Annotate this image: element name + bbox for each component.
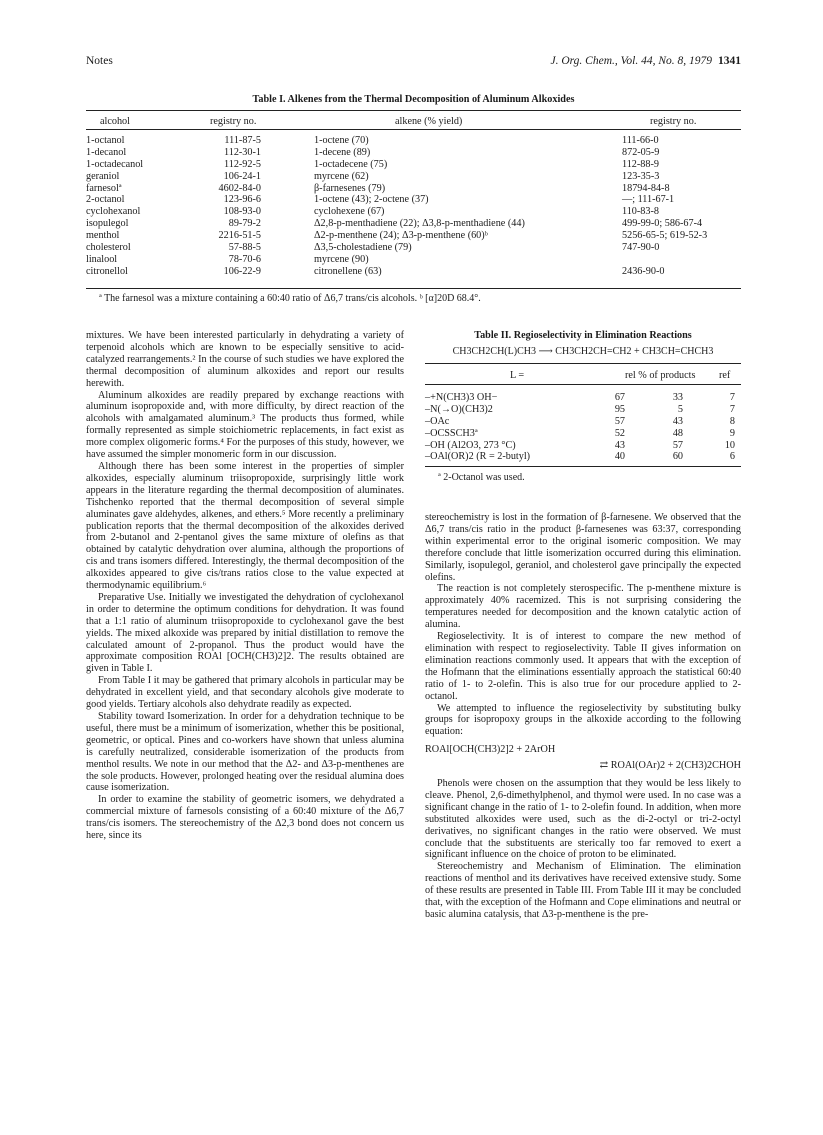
left-column <box>86 330 404 842</box>
table-row <box>86 194 741 206</box>
paragraph: Regioselectivity. It is of interest to compare the new method of elimination with respect to regioselectivity. Table II gives information on elimination reactions commonly used. It appears that with the exception of the Hofmann that the eliminations essentially approach the statistical 60:40 ratio of 1- to 2-olefin. This is also true for our procedure applied to 2-octanol. <box>425 631 741 702</box>
cell-alcohol: citronellol <box>86 265 128 277</box>
table-row <box>425 404 741 416</box>
table2-header-ref: ref <box>719 370 731 381</box>
cell-registry: 89-79-2 <box>228 218 261 230</box>
paragraph: Phenols were chosen on the assumption that they would be less likely to cleave. Phenol, 2,6-dimethylphenol, and thymol were used. In no case was a significant change in the ratio of 1- to 2-olefin found. In addition, when more substituted alkoxides were used, such as the di-2-octyl or tri-2-octyl derivatives, no significant changes in the ratio were observed. We must conclude that the substituents are sterically too far removed to exert a significant influence on the choice of proton to be eliminated. <box>425 778 741 861</box>
cell-alkene: 1-octadecene (75) <box>314 158 388 170</box>
paragraph: From Table I it may be gathered that primary alcohols in particular may be dehydrated in excellent yield, and that secondary alcohols give moderate to good yields. Tertiary alcohols also dehydrate readily as expected. <box>86 675 404 711</box>
cell-alkene: Δ3,5-cholestadiene (79) <box>314 242 412 254</box>
cell-1-olefin: 95 <box>614 403 625 415</box>
table-row <box>86 266 741 278</box>
cell-registry: 108-93-0 <box>223 206 261 218</box>
page-number: 1341 <box>718 55 741 67</box>
table-row <box>86 135 741 147</box>
cell-registry: 112-92-5 <box>224 158 261 170</box>
cell-ref: 7 <box>729 392 735 403</box>
cell-2-olefin: 57 <box>672 439 683 451</box>
table-row <box>86 171 741 183</box>
cell-alkene: myrcene (62) <box>314 170 369 182</box>
cell-registry-2: 872-05-9 <box>622 146 660 158</box>
cell-registry: 111-87-5 <box>224 135 261 146</box>
table2-header-l: L = <box>510 370 525 381</box>
cell-registry: 106-24-1 <box>223 170 261 182</box>
equation-line-2: ⇄ ROAl(OAr)2 + 2(CH3)2CHOH <box>599 760 741 772</box>
table2-body <box>425 392 741 463</box>
cell-leaving-group: –OH (Al2O3, 273 °C) <box>425 439 516 451</box>
table-row <box>86 206 741 218</box>
paragraph: mixtures. We have been interested particularly in dehydrating a variety of terpenoid alcohols which are known to be especially sensitive to acid-catalyzed rearrangements.² In the course of such studies we have explored the thermal decomposition of aluminum alkoxides and report our results herewith. <box>86 330 404 389</box>
cell-2-olefin: 33 <box>672 392 683 403</box>
cell-ref: 7 <box>729 403 735 415</box>
paragraph: Aluminum alkoxides are readily prepared by exchange reactions with aluminum isopropoxide and, with more difficulty, by direct reaction of the alcohols with amalgamated aluminum.³ The products thus formed, while formally represented as simple stoichiometric replacements, in fact exist as more complex oligomeric forms.⁴ For the purposes of this study, however, we have assumed the simpler monomeric form in our discussion. <box>86 389 404 461</box>
table1-body <box>86 135 741 278</box>
cell-2-olefin: 60 <box>672 451 683 463</box>
table2-header-rel: rel % of products <box>625 370 696 381</box>
cell-2-olefin: 5 <box>677 403 683 415</box>
cell-1-olefin: 67 <box>614 392 625 403</box>
table-row <box>86 183 741 195</box>
journal-citation: J. Org. Chem., Vol. 44, No. 8, 1979 <box>550 55 712 67</box>
table2-footnote: ª 2-Octanol was used. <box>438 472 525 483</box>
cell-alcohol: menthol <box>86 230 120 242</box>
cell-2-olefin: 48 <box>672 427 683 439</box>
cell-alkene: cyclohexene (67) <box>314 206 385 218</box>
cell-alcohol: 1-octanol <box>86 135 125 146</box>
paragraph: Stability toward Isomerization. In order for a dehydration technique to be useful, there must be a minimum of isomerization, whether this be positional, geometric, or optical. Pines and co-workers have shown that unless alumina is carefully neutralized, considerable isomerization of the products from menthol results. We note in our method that the Δ2- and Δ3-p-menthenes are the sole products. However, prolonged heating over the residual alumina does cause isomerization. <box>86 711 404 794</box>
right-column <box>425 512 741 921</box>
table-row <box>86 230 741 242</box>
cell-2-olefin: 43 <box>672 415 683 427</box>
cell-leaving-group: –+N(CH3)3 OH− <box>425 392 498 403</box>
cell-alcohol: 1-decanol <box>86 146 127 158</box>
cell-alkene: citronellene (63) <box>314 265 382 277</box>
table1-header-rule <box>86 129 741 130</box>
cell-1-olefin: 43 <box>614 439 625 451</box>
table2-header-rule <box>425 384 741 385</box>
table1-header-registry: registry no. <box>210 116 257 127</box>
running-header-left: Notes <box>86 55 113 67</box>
cell-alkene: 1-octene (70) <box>314 135 369 146</box>
cell-1-olefin: 40 <box>614 451 625 463</box>
table1-footnote: ª The farnesol was a mixture containing a 60:40 ratio of Δ6,7 trans/cis alcohols. ᵇ [α]20D 68.4°. <box>99 293 481 304</box>
cell-alkene: Δ2,8-p-menthadiene (22); Δ3,8-p-menthadiene (44) <box>314 218 525 230</box>
cell-alkene: 1-octene (43); 2-octene (37) <box>314 194 429 206</box>
cell-alkene: 1-decene (89) <box>314 146 371 158</box>
cell-registry-2: 5256-65-5; 619-52-3 <box>622 230 708 242</box>
cell-ref: 9 <box>729 427 735 439</box>
paragraph: The reaction is not completely sterospecific. The p-menthene mixture is approximately 40% racemized. This is not surprising considering the temperatures needed for decomposition and the known catalytic action of alumina. <box>425 583 741 631</box>
cell-alcohol: geraniol <box>86 170 120 182</box>
cell-alcohol: linalool <box>86 253 118 265</box>
table-row <box>425 392 741 404</box>
cell-registry-2: 112-88-9 <box>622 158 659 170</box>
cell-alkene: Δ2-p-menthene (24); Δ3-p-menthene (60)ᵇ <box>314 230 488 242</box>
cell-alkene: β-farnesenes (79) <box>314 182 386 194</box>
paragraph: Although there has been some interest in the properties of simpler alkoxides, especially aluminum triisopropoxide, surprisingly little work appears in the literature regarding the thermal decomposition of aluminates. Tishchenko reported that the thermal decomposition of several simple aluminates gave aldehydes, alkenes, and ethers.⁵ More recently a preliminary publication reports that the thermal decomposition of the alkoxides derived from 2-butanol and 2-pentanol gives the same mixture of olefins as that obtained by catalytic dehydration over alumina, although the proportions of cis and trans isomers differed. Interestingly, the thermal decomposition of the alkoxides appeared to give cis/trans ratios close to the value expected at thermodynamic equilibrium.⁶ <box>86 460 404 592</box>
cell-leaving-group: –OAc <box>425 415 450 427</box>
cell-alcohol: isopulegol <box>86 218 129 230</box>
table-row <box>86 254 741 266</box>
table-row <box>86 242 741 254</box>
table-row <box>425 440 741 452</box>
table2-top-rule <box>425 363 741 364</box>
cell-leaving-group: –OCSSCH3ª <box>425 427 478 439</box>
paragraph: Stereochemistry and Mechanism of Elimination. The elimination reactions of menthol and its derivatives have received extensive study. Some of these results are presented in Table III. From Table III it may be concluded that, with the exception of the Hofmann and Cope eliminations and neutral or basic alumina catalysis, that Δ3-p-menthene is the pre- <box>425 861 742 920</box>
table-row <box>425 416 741 428</box>
table-row <box>86 218 741 230</box>
table2-equation: CH3CH2CH(L)CH3 ⟶ CH3CH2CH=CH2 + CH3CH=CHCH3 <box>452 346 714 357</box>
paragraph: Preparative Use. Initially we investigated the dehydration of cyclohexanol in order to determine the optimum conditions for dehydration. It was found that a 1:1 ratio of aluminum triisopropoxide to cyclohexanol gave the best yields. The mixed alkoxide was prepared by initial distillation to remove the calculated amount of 2-propanol. Thus the product would have the approximate composition ROAl [OCH(CH3)2]2. The results obtained are given in Table I. <box>86 591 404 675</box>
table1-header-alkene: alkene (% yield) <box>395 116 463 127</box>
table2-bottom-rule <box>425 466 741 467</box>
cell-registry: 57-88-5 <box>228 242 261 254</box>
cell-registry-2: —; 111-67-1 <box>622 194 675 206</box>
table2-title: Table II. Regioselectivity in Elimination Reactions <box>474 330 692 341</box>
table-row <box>425 428 741 440</box>
table-row <box>425 451 741 463</box>
cell-registry: 2216-51-5 <box>218 230 261 242</box>
paragraph: We attempted to influence the regioselectivity by substituting bulky groups for isopropoxy groups in the alkoxide according to the following equation: <box>425 702 741 738</box>
cell-alcohol: 1-octadecanol <box>86 158 144 170</box>
cell-ref: 6 <box>729 451 735 463</box>
paragraph: stereochemistry is lost in the formation of β-farnesene. We observed that the Δ6,7 trans/cis ratio in the product β-farnesenes was 63:37, corresponding within experimental error to the original isomeric composition. We may therefore conclude that little isomerization occurred during this elimination. Similarly, isopulegol, geraniol, and cholesterol gave principally the expected olefins. <box>425 512 741 583</box>
cell-registry: 123-96-6 <box>223 194 261 206</box>
cell-registry-2: 18794-84-8 <box>622 182 670 194</box>
running-header-right <box>550 55 741 67</box>
table-row <box>86 159 741 171</box>
table1-top-rule <box>86 110 741 111</box>
cell-leaving-group: –N(→O)(CH3)2 <box>425 403 493 415</box>
cell-registry: 78-70-6 <box>228 253 261 265</box>
cell-ref: 10 <box>724 439 735 451</box>
equation-line-1: ROAl[OCH(CH3)2]2 + 2ArOH <box>425 744 556 756</box>
cell-alcohol: farnesolª <box>86 182 122 194</box>
cell-1-olefin: 52 <box>614 427 625 439</box>
cell-registry-2: 499-99-0; 586-67-4 <box>622 218 703 230</box>
cell-leaving-group: –OAl(OR)2 (R = 2-butyl) <box>425 451 531 463</box>
table1-bottom-rule <box>86 288 741 289</box>
cell-registry: 106-22-9 <box>223 265 261 277</box>
cell-registry: 112-30-1 <box>224 146 261 158</box>
cell-registry-2: 747-90-0 <box>622 242 660 254</box>
cell-registry: 4602-84-0 <box>218 182 261 194</box>
cell-registry-2: 123-35-3 <box>622 170 660 182</box>
cell-alcohol: cyclohexanol <box>86 206 141 218</box>
cell-alcohol: 2-octanol <box>86 194 125 206</box>
table1-title: Table I. Alkenes from the Thermal Decomposition of Aluminum Alkoxides <box>252 94 575 105</box>
cell-alcohol: cholesterol <box>86 242 131 254</box>
table1-header-registry-2: registry no. <box>650 116 697 127</box>
cell-ref: 8 <box>729 415 735 427</box>
cell-alkene: myrcene (90) <box>314 253 369 265</box>
cell-registry-2: 2436-90-0 <box>622 265 665 277</box>
cell-registry-2: 111-66-0 <box>622 135 659 146</box>
cell-1-olefin: 57 <box>614 415 625 427</box>
cell-registry-2: 110-83-8 <box>622 206 659 218</box>
paragraph: In order to examine the stability of geometric isomers, we dehydrated a commercial mixture of farnesols consisting of a 60:40 mixture of the Δ6,7 trans/cis isomers. The stereochemistry of the Δ2,3 bond does not concern us here, since its <box>86 794 404 842</box>
table-row <box>86 147 741 159</box>
table1-header-alcohol: alcohol <box>100 116 130 127</box>
